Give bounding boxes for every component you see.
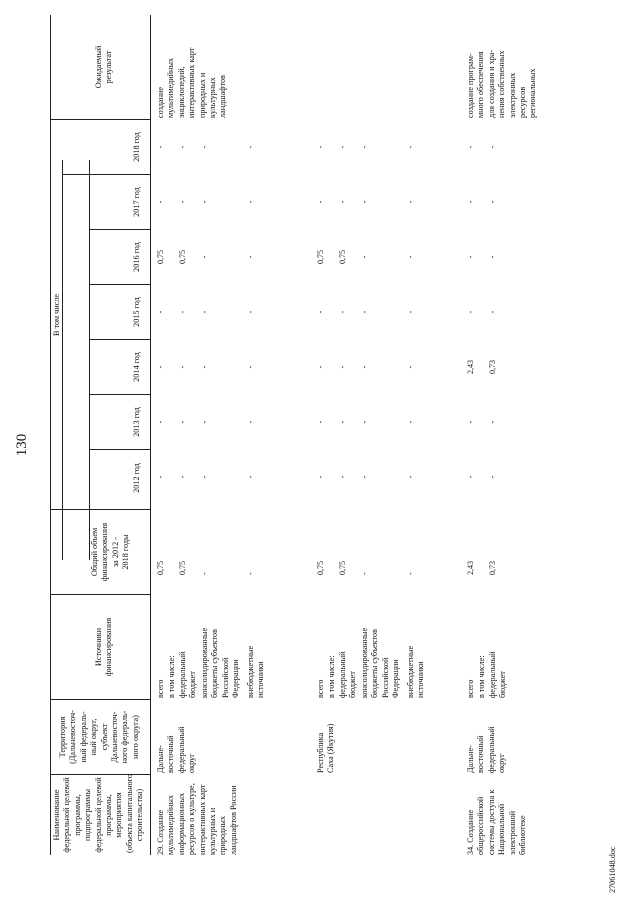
source-line: Федерации xyxy=(391,659,401,698)
source-line: консолидированные xyxy=(200,627,209,698)
year-cell-2016: 0,75 xyxy=(338,250,347,264)
year-cell-2017: - xyxy=(156,200,165,204)
year-cell-2012: - xyxy=(156,475,165,479)
year-cell-2013: - xyxy=(466,420,475,424)
year-cell-2018: - xyxy=(488,145,497,149)
year-cell-2012: - xyxy=(488,475,497,479)
source-line: источники xyxy=(256,661,266,698)
year-cell-2013: - xyxy=(156,420,165,424)
header-year-2018: 2018 год xyxy=(132,132,141,162)
source-line: всего xyxy=(316,679,325,698)
block34-territory-dfo: Дальне- восточный федеральный округ xyxy=(466,726,507,773)
source-line: внебюджетные xyxy=(406,645,415,698)
header-year-2017: 2017 год xyxy=(132,187,141,217)
header-year-2014: 2014 год xyxy=(132,352,141,382)
source-line: консолидированные xyxy=(360,627,369,698)
year-cell-2012: - xyxy=(316,475,325,479)
source-line: бюджеты субъектов xyxy=(210,629,220,698)
total-cell: 2,43 xyxy=(466,561,475,575)
block34-name: 34. Создание общероссийской системы доступа к Национальной электронной библиотеке xyxy=(466,789,528,855)
year-cell-2018: - xyxy=(406,145,415,149)
total-cell: 0,73 xyxy=(488,561,497,575)
block29-result: создание мультимедийных энциклопедий, интерактивных карт природных и культурных ландшафтов xyxy=(156,47,228,118)
header-year-2015: 2015 год xyxy=(132,297,141,327)
year-cell-2015: - xyxy=(156,310,165,314)
year-cell-2015: - xyxy=(338,310,347,314)
year-cell-2012: - xyxy=(178,475,187,479)
year-cell-2014: - xyxy=(338,365,347,369)
source-cell xyxy=(327,655,337,698)
year-cell-2013: - xyxy=(406,420,415,424)
footer-filename: 27061048.doc xyxy=(608,846,617,893)
table-row xyxy=(406,0,456,905)
source-cell xyxy=(167,655,177,698)
total-cell: 0,75 xyxy=(178,561,187,575)
source-line: в том числе: xyxy=(477,655,486,698)
year-cell-2013: - xyxy=(488,420,497,424)
source-line: всего xyxy=(466,679,475,698)
source-cell xyxy=(156,680,166,698)
total-cell: 0,75 xyxy=(156,561,165,575)
source-cell xyxy=(477,655,487,698)
year-cell-2015: - xyxy=(466,310,475,314)
block34-result: создание програм- много обеспечения для создания и хра- нения собственных электронных ресурсов региональных xyxy=(466,49,538,118)
year-cell-2015: - xyxy=(406,310,415,314)
year-cell-2013: - xyxy=(246,420,255,424)
year-cell-2015: - xyxy=(360,310,369,314)
year-cell-2013: - xyxy=(338,420,347,424)
source-line: Российской xyxy=(380,657,390,698)
year-cell-2016: - xyxy=(360,255,369,259)
header-sources: Источники финансирования xyxy=(94,617,114,677)
year-cell-2013: - xyxy=(316,420,325,424)
year-cell-2016: 0,75 xyxy=(316,250,325,264)
year-cell-2014: - xyxy=(246,365,255,369)
header-year-2013: 2013 год xyxy=(132,407,141,437)
table-row xyxy=(246,0,296,905)
source-line: федеральный xyxy=(338,651,347,698)
year-cell-2014: - xyxy=(360,365,369,369)
year-cell-2012: - xyxy=(466,475,475,479)
page-number: 130 xyxy=(14,433,30,457)
year-cell-2017: - xyxy=(178,200,187,204)
year-cell-2014: - xyxy=(200,365,209,369)
source-line: источники xyxy=(416,661,426,698)
year-cell-2014: - xyxy=(156,365,165,369)
year-cell-2013: - xyxy=(200,420,209,424)
year-cell-2017: - xyxy=(488,200,497,204)
header-year-2012: 2012 год xyxy=(132,463,141,493)
year-cell-2016: - xyxy=(466,255,475,259)
header-year-2016: 2016 год xyxy=(132,242,141,272)
year-cell-2018: - xyxy=(316,145,325,149)
year-cell-2018: - xyxy=(466,145,475,149)
year-cell-2015: - xyxy=(246,310,255,314)
source-cell xyxy=(466,680,476,698)
year-cell-2012: - xyxy=(338,475,347,479)
year-cell-2012: - xyxy=(360,475,369,479)
year-cell-2012: - xyxy=(200,475,209,479)
total-cell: - xyxy=(200,572,209,575)
year-cell-2016: 0,75 xyxy=(156,250,165,264)
source-cell xyxy=(178,651,199,698)
total-cell: 0,75 xyxy=(338,561,347,575)
year-cell-2016: - xyxy=(200,255,209,259)
year-cell-2018: - xyxy=(360,145,369,149)
total-cell: - xyxy=(360,572,369,575)
year-cell-2014: - xyxy=(178,365,187,369)
year-cell-2017: - xyxy=(406,200,415,204)
block29-territory-yakutia: Республика Саха (Якутия) xyxy=(316,723,336,773)
year-cell-2015: - xyxy=(488,310,497,314)
table-row xyxy=(200,0,250,905)
source-cell xyxy=(200,628,242,698)
source-cell xyxy=(316,680,326,698)
year-cell-2017: - xyxy=(316,200,325,204)
year-cell-2016: 0,75 xyxy=(178,250,187,264)
total-cell: 0,75 xyxy=(316,561,325,575)
source-line: федеральный xyxy=(488,651,497,698)
source-line: бюджет xyxy=(188,671,198,698)
source-line: федеральный xyxy=(178,651,187,698)
source-cell xyxy=(246,646,267,698)
block29-name: 29. Создание мультимедийных информационных ресурсов о культуре, интерактивных карт культурных и природных ландшафтов России xyxy=(156,783,238,855)
year-cell-2012: - xyxy=(406,475,415,479)
year-cell-2018: - xyxy=(178,145,187,149)
header-total: Общий объем финансирования за 2012 - 2018 годы xyxy=(90,522,131,582)
source-cell xyxy=(488,651,509,698)
year-cell-2012: - xyxy=(246,475,255,479)
source-cell xyxy=(406,646,427,698)
year-cell-2018: - xyxy=(338,145,347,149)
header-including: В том числе xyxy=(52,294,61,336)
table-row xyxy=(488,0,538,905)
year-cell-2018: - xyxy=(156,145,165,149)
year-cell-2016: - xyxy=(246,255,255,259)
block29-territory-dfo: Дальне- восточный федеральный округ xyxy=(156,726,197,773)
year-cell-2017: - xyxy=(360,200,369,204)
year-cell-2015: - xyxy=(178,310,187,314)
year-cell-2017: - xyxy=(466,200,475,204)
year-cell-2016: - xyxy=(406,255,415,259)
total-cell: - xyxy=(246,572,255,575)
year-cell-2013: - xyxy=(178,420,187,424)
year-cell-2018: - xyxy=(200,145,209,149)
year-cell-2014: - xyxy=(316,365,325,369)
source-line: в том числе: xyxy=(167,655,176,698)
year-cell-2016: - xyxy=(488,255,497,259)
year-cell-2015: - xyxy=(316,310,325,314)
table-row xyxy=(360,0,410,905)
year-cell-2013: - xyxy=(360,420,369,424)
source-cell xyxy=(360,628,402,698)
source-line: Федерации xyxy=(231,659,241,698)
year-cell-2014: - xyxy=(406,365,415,369)
source-line: в том числе: xyxy=(327,655,336,698)
header-result: Ожидаемый результат xyxy=(94,45,114,89)
source-line: бюджет xyxy=(498,671,508,698)
source-cell xyxy=(338,651,359,698)
header-name: Наименование федеральной целевой программы, подпрограммы федеральной целевой программы, мероприятия (объекта капитального строительства) xyxy=(52,774,145,853)
source-line: бюджеты субъектов xyxy=(370,629,380,698)
total-cell: - xyxy=(406,572,415,575)
year-cell-2017: - xyxy=(246,200,255,204)
source-line: всего xyxy=(156,679,165,698)
source-line: бюджет xyxy=(348,671,358,698)
source-line: внебюджетные xyxy=(246,645,255,698)
source-line: Российской xyxy=(220,657,230,698)
year-cell-2014: 0,73 xyxy=(488,360,497,374)
year-cell-2014: 2,43 xyxy=(466,360,475,374)
header-territory: Территория (Дальневосточ- ный федераль- ный округ, субъект Дальневосточ- ного федераль- ного округа) xyxy=(58,710,140,764)
year-cell-2017: - xyxy=(200,200,209,204)
year-cell-2018: - xyxy=(246,145,255,149)
year-cell-2017: - xyxy=(338,200,347,204)
year-cell-2015: - xyxy=(200,310,209,314)
